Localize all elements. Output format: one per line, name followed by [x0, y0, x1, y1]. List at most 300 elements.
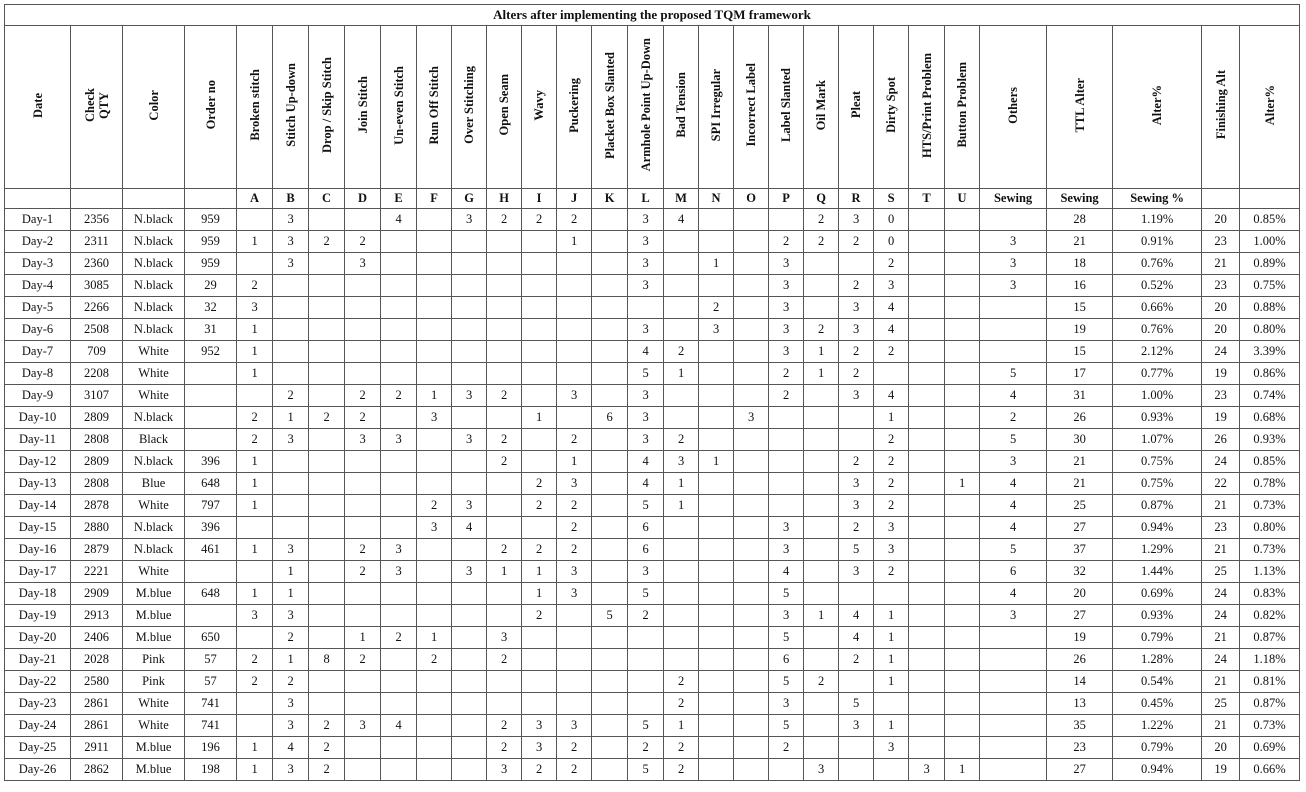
- table-cell: Day-18: [5, 583, 71, 605]
- table-cell: [381, 495, 417, 517]
- table-cell: [309, 253, 345, 275]
- table-cell: 1: [557, 231, 592, 253]
- table-cell: 24: [1202, 583, 1240, 605]
- table-cell: 1: [557, 451, 592, 473]
- table-cell: 0.66%: [1240, 759, 1300, 781]
- table-cell: [909, 297, 945, 319]
- column-header-row: [5, 26, 1300, 189]
- table-cell: [592, 429, 628, 451]
- table-cell: [452, 363, 487, 385]
- table-cell: [664, 517, 699, 539]
- table-cell: Day-15: [5, 517, 71, 539]
- table-cell: 19: [1202, 363, 1240, 385]
- table-cell: [664, 583, 699, 605]
- table-cell: 23: [1047, 737, 1113, 759]
- table-cell: White: [123, 715, 185, 737]
- table-cell: 15: [1047, 297, 1113, 319]
- table-cell: 2: [522, 209, 557, 231]
- table-cell: 4: [381, 209, 417, 231]
- table-cell: [664, 275, 699, 297]
- table-cell: [309, 605, 345, 627]
- table-cell: [381, 605, 417, 627]
- table-cell: 1: [522, 583, 557, 605]
- table-cell: N.black: [123, 407, 185, 429]
- table-cell: 396: [185, 451, 237, 473]
- table-cell: [769, 759, 804, 781]
- table-cell: [345, 297, 381, 319]
- table-cell: [628, 693, 664, 715]
- table-cell: [734, 473, 769, 495]
- table-cell: Pink: [123, 671, 185, 693]
- table-cell: [734, 671, 769, 693]
- table-cell: 5: [628, 715, 664, 737]
- table-cell: [699, 605, 734, 627]
- table-row: [5, 297, 1300, 319]
- table-cell: 3: [628, 231, 664, 253]
- table-cell: Day-25: [5, 737, 71, 759]
- table-cell: 21: [1202, 671, 1240, 693]
- table-cell: 5: [628, 583, 664, 605]
- table-cell: [945, 715, 980, 737]
- table-cell: [345, 737, 381, 759]
- table-cell: [417, 297, 452, 319]
- table-cell: 3: [628, 561, 664, 583]
- table-cell: 650: [185, 627, 237, 649]
- table-cell: 4: [628, 473, 664, 495]
- table-cell: [345, 671, 381, 693]
- table-cell: [592, 451, 628, 473]
- table-cell: 1.00%: [1240, 231, 1300, 253]
- table-cell: [417, 209, 452, 231]
- table-cell: [909, 737, 945, 759]
- table-cell: [237, 561, 273, 583]
- column-header-label: Un-even Stitch: [391, 65, 406, 145]
- table-cell: [452, 473, 487, 495]
- table-cell: 1: [699, 451, 734, 473]
- table-cell: 1: [945, 759, 980, 781]
- table-cell: [309, 209, 345, 231]
- table-cell: [452, 539, 487, 561]
- table-cell: 13: [1047, 693, 1113, 715]
- column-code: T: [909, 189, 945, 209]
- column-header: [381, 26, 417, 189]
- table-cell: 2: [417, 495, 452, 517]
- table-cell: [345, 275, 381, 297]
- table-cell: 21: [1202, 715, 1240, 737]
- table-cell: 2: [839, 341, 874, 363]
- table-cell: [699, 759, 734, 781]
- column-header: [1113, 26, 1202, 189]
- table-cell: 959: [185, 231, 237, 253]
- table-cell: [699, 231, 734, 253]
- table-cell: 14: [1047, 671, 1113, 693]
- table-cell: 0.54%: [1113, 671, 1202, 693]
- table-cell: [309, 561, 345, 583]
- table-cell: 1: [273, 583, 309, 605]
- table-cell: 2: [487, 451, 522, 473]
- column-code: B: [273, 189, 309, 209]
- column-header-label: Incorrect Label: [744, 63, 759, 147]
- table-cell: 23: [1202, 517, 1240, 539]
- table-cell: [909, 627, 945, 649]
- table-cell: [664, 297, 699, 319]
- table-row: [5, 319, 1300, 341]
- table-cell: [381, 473, 417, 495]
- table-cell: 2: [769, 385, 804, 407]
- table-cell: 2: [309, 759, 345, 781]
- table-cell: 0.73%: [1240, 539, 1300, 561]
- table-cell: [592, 715, 628, 737]
- table-cell: [945, 385, 980, 407]
- column-header: [123, 26, 185, 189]
- table-cell: 3: [345, 429, 381, 451]
- table-cell: 3: [273, 429, 309, 451]
- table-cell: Day-9: [5, 385, 71, 407]
- table-cell: 3: [769, 253, 804, 275]
- table-cell: 1: [237, 737, 273, 759]
- table-cell: 27: [1047, 517, 1113, 539]
- table-cell: 3: [839, 319, 874, 341]
- table-row: [5, 605, 1300, 627]
- table-cell: 21: [1202, 539, 1240, 561]
- table-cell: [980, 341, 1047, 363]
- table-cell: 2: [522, 473, 557, 495]
- table-cell: [452, 231, 487, 253]
- table-cell: 2: [874, 495, 909, 517]
- table-cell: [417, 473, 452, 495]
- table-body: [5, 209, 1300, 781]
- table-cell: 26: [1047, 649, 1113, 671]
- table-cell: 3: [980, 275, 1047, 297]
- table-cell: 3.39%: [1240, 341, 1300, 363]
- table-cell: [980, 209, 1047, 231]
- table-cell: [980, 671, 1047, 693]
- column-header-label: Alter%: [1262, 84, 1277, 126]
- table-cell: [909, 517, 945, 539]
- table-row: [5, 561, 1300, 583]
- table-cell: [381, 407, 417, 429]
- table-cell: [804, 693, 839, 715]
- column-code: Q: [804, 189, 839, 209]
- table-cell: 5: [628, 363, 664, 385]
- table-cell: White: [123, 495, 185, 517]
- column-header: [839, 26, 874, 189]
- table-cell: 2: [309, 231, 345, 253]
- table-cell: 2878: [71, 495, 123, 517]
- table-cell: 2: [557, 209, 592, 231]
- table-cell: 3: [557, 473, 592, 495]
- table-cell: 1: [664, 363, 699, 385]
- table-cell: [592, 583, 628, 605]
- table-cell: 2808: [71, 429, 123, 451]
- table-cell: 27: [1047, 605, 1113, 627]
- table-cell: [945, 583, 980, 605]
- table-cell: [417, 341, 452, 363]
- column-header: [1202, 26, 1240, 189]
- table-cell: 2: [664, 429, 699, 451]
- table-cell: [452, 737, 487, 759]
- table-cell: [522, 429, 557, 451]
- table-cell: [734, 319, 769, 341]
- table-cell: 2: [664, 671, 699, 693]
- table-cell: Black: [123, 429, 185, 451]
- table-cell: 57: [185, 649, 237, 671]
- table-cell: [487, 605, 522, 627]
- table-cell: [945, 253, 980, 275]
- table-cell: [345, 759, 381, 781]
- column-code: [71, 189, 123, 209]
- table-cell: 3: [381, 539, 417, 561]
- table-cell: 21: [1047, 451, 1113, 473]
- table-cell: M.blue: [123, 759, 185, 781]
- table-cell: 0: [874, 231, 909, 253]
- table-cell: [734, 209, 769, 231]
- table-cell: 6: [980, 561, 1047, 583]
- table-cell: [381, 583, 417, 605]
- table-cell: [273, 319, 309, 341]
- table-cell: 20: [1202, 297, 1240, 319]
- column-code: L: [628, 189, 664, 209]
- table-cell: 3: [452, 385, 487, 407]
- table-cell: [980, 737, 1047, 759]
- table-cell: 23: [1202, 275, 1240, 297]
- column-header-label: Open Seam: [497, 74, 512, 136]
- table-cell: Day-26: [5, 759, 71, 781]
- table-cell: 1.07%: [1113, 429, 1202, 451]
- table-cell: 3: [769, 275, 804, 297]
- table-cell: Day-22: [5, 671, 71, 693]
- table-cell: [309, 297, 345, 319]
- column-code: S: [874, 189, 909, 209]
- table-cell: 3: [769, 297, 804, 319]
- table-cell: 37: [1047, 539, 1113, 561]
- table-cell: 2: [522, 759, 557, 781]
- table-cell: [699, 517, 734, 539]
- table-cell: Day-24: [5, 715, 71, 737]
- column-header-label: Stitch Up-down: [283, 63, 298, 147]
- table-cell: [487, 693, 522, 715]
- table-cell: 4: [874, 297, 909, 319]
- table-cell: [839, 671, 874, 693]
- table-cell: 5: [769, 627, 804, 649]
- table-cell: [839, 407, 874, 429]
- column-code: [185, 189, 237, 209]
- table-cell: 26: [1202, 429, 1240, 451]
- table-cell: [452, 715, 487, 737]
- table-cell: 1: [237, 363, 273, 385]
- table-cell: [309, 495, 345, 517]
- column-header-label: Drop / Skip Stitch: [319, 57, 334, 153]
- table-cell: 1.19%: [1113, 209, 1202, 231]
- table-cell: [804, 715, 839, 737]
- column-header: [345, 26, 381, 189]
- column-header-label: HTS/Print Problem: [919, 52, 934, 158]
- table-cell: [769, 451, 804, 473]
- table-cell: 1: [874, 407, 909, 429]
- table-cell: [804, 253, 839, 275]
- table-cell: [909, 363, 945, 385]
- table-cell: 3: [980, 451, 1047, 473]
- table-cell: [345, 495, 381, 517]
- table-cell: 2: [345, 385, 381, 407]
- table-cell: 3: [273, 693, 309, 715]
- table-cell: N.black: [123, 231, 185, 253]
- table-cell: 21: [1047, 473, 1113, 495]
- table-cell: [452, 627, 487, 649]
- table-cell: 24: [1202, 341, 1240, 363]
- table-cell: 2: [769, 363, 804, 385]
- table-cell: [945, 517, 980, 539]
- table-cell: 0.94%: [1113, 517, 1202, 539]
- table-cell: [909, 451, 945, 473]
- table-cell: 2: [309, 715, 345, 737]
- table-cell: [909, 605, 945, 627]
- table-cell: Day-12: [5, 451, 71, 473]
- column-header-label: TTL Alter: [1072, 77, 1087, 133]
- table-cell: [381, 275, 417, 297]
- table-cell: [804, 627, 839, 649]
- column-header: [487, 26, 522, 189]
- table-cell: [804, 297, 839, 319]
- table-cell: [309, 539, 345, 561]
- table-cell: 3: [487, 627, 522, 649]
- table-row: [5, 451, 1300, 473]
- table-cell: [522, 275, 557, 297]
- table-cell: [522, 517, 557, 539]
- table-cell: 3: [980, 605, 1047, 627]
- table-cell: [487, 275, 522, 297]
- table-cell: 2: [273, 627, 309, 649]
- table-cell: [417, 275, 452, 297]
- table-cell: Day-17: [5, 561, 71, 583]
- table-cell: [592, 253, 628, 275]
- column-header-label: SPI Irregular: [709, 68, 724, 142]
- table-cell: Day-3: [5, 253, 71, 275]
- table-cell: 6: [769, 649, 804, 671]
- table-cell: 0.93%: [1113, 407, 1202, 429]
- table-cell: [557, 693, 592, 715]
- table-cell: 2: [874, 429, 909, 451]
- column-code: C: [309, 189, 345, 209]
- table-cell: 1: [522, 561, 557, 583]
- table-cell: 35: [1047, 715, 1113, 737]
- table-cell: 3: [273, 209, 309, 231]
- table-cell: [909, 275, 945, 297]
- column-code-row: [5, 189, 1300, 209]
- table-cell: [452, 451, 487, 473]
- table-cell: 2: [804, 231, 839, 253]
- table-cell: [522, 385, 557, 407]
- table-cell: 0.69%: [1113, 583, 1202, 605]
- table-cell: [699, 715, 734, 737]
- table-cell: 3: [628, 209, 664, 231]
- table-cell: 15: [1047, 341, 1113, 363]
- column-header-label: Color: [146, 89, 161, 121]
- table-cell: [381, 649, 417, 671]
- table-cell: [345, 209, 381, 231]
- table-cell: [945, 605, 980, 627]
- table-cell: 3: [839, 473, 874, 495]
- table-cell: [769, 473, 804, 495]
- table-cell: 2: [345, 649, 381, 671]
- table-cell: [237, 517, 273, 539]
- table-cell: [309, 671, 345, 693]
- table-cell: 3: [769, 341, 804, 363]
- table-cell: [557, 275, 592, 297]
- table-cell: 741: [185, 715, 237, 737]
- table-cell: 0.88%: [1240, 297, 1300, 319]
- table-cell: 648: [185, 473, 237, 495]
- table-cell: [734, 605, 769, 627]
- table-cell: 2: [839, 517, 874, 539]
- table-cell: 2: [487, 429, 522, 451]
- table-cell: 2: [309, 737, 345, 759]
- table-cell: [592, 209, 628, 231]
- table-cell: 25: [1047, 495, 1113, 517]
- table-cell: [452, 407, 487, 429]
- table-cell: 3: [381, 429, 417, 451]
- table-cell: [804, 407, 839, 429]
- table-cell: [734, 649, 769, 671]
- table-title: Alters after implementing the proposed TQM framework: [5, 5, 1300, 26]
- table-cell: Day-13: [5, 473, 71, 495]
- column-header: [185, 26, 237, 189]
- column-header-label: Placket Box Slanted: [602, 51, 617, 159]
- table-cell: [452, 605, 487, 627]
- table-cell: 26: [1047, 407, 1113, 429]
- table-cell: Blue: [123, 473, 185, 495]
- table-cell: [909, 671, 945, 693]
- table-cell: 396: [185, 517, 237, 539]
- table-cell: [345, 363, 381, 385]
- table-cell: 3: [273, 759, 309, 781]
- table-row: [5, 253, 1300, 275]
- table-cell: 27: [1047, 759, 1113, 781]
- table-cell: M.blue: [123, 583, 185, 605]
- table-cell: [699, 539, 734, 561]
- table-cell: 4: [769, 561, 804, 583]
- table-cell: [185, 605, 237, 627]
- table-cell: 0.82%: [1240, 605, 1300, 627]
- table-cell: [309, 583, 345, 605]
- table-cell: 3: [522, 737, 557, 759]
- table-cell: 4: [628, 451, 664, 473]
- table-cell: [592, 517, 628, 539]
- table-cell: [557, 649, 592, 671]
- table-cell: [557, 253, 592, 275]
- table-cell: 4: [664, 209, 699, 231]
- table-cell: [734, 517, 769, 539]
- table-cell: [309, 627, 345, 649]
- table-cell: 3: [769, 517, 804, 539]
- table-cell: 1: [804, 341, 839, 363]
- column-header: [557, 26, 592, 189]
- table-cell: [452, 693, 487, 715]
- table-row: [5, 275, 1300, 297]
- table-cell: 2861: [71, 693, 123, 715]
- table-cell: 1: [237, 495, 273, 517]
- table-cell: 4: [839, 627, 874, 649]
- table-cell: 19: [1047, 319, 1113, 341]
- table-cell: [945, 451, 980, 473]
- table-cell: 19: [1047, 627, 1113, 649]
- table-cell: 1.44%: [1113, 561, 1202, 583]
- table-cell: [417, 671, 452, 693]
- table-cell: [273, 341, 309, 363]
- table-cell: 2: [980, 407, 1047, 429]
- table-cell: Day-4: [5, 275, 71, 297]
- table-cell: 2: [309, 407, 345, 429]
